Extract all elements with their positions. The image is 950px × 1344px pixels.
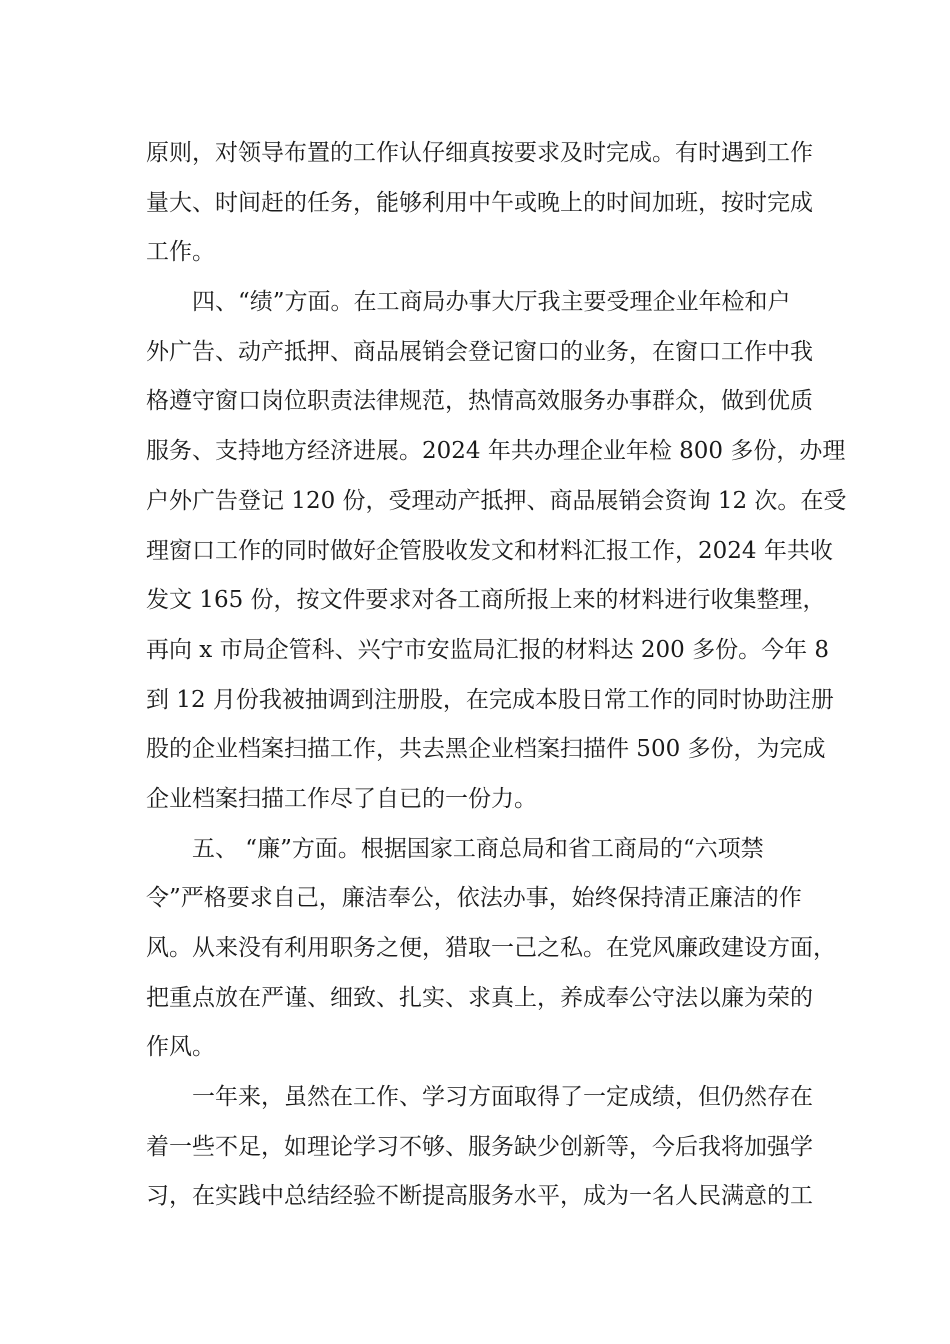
text-line: 作风。 (146, 1034, 215, 1061)
text-line: 服务、支持地方经济进展。2024 年共办理企业年检 800 多份，办理 (146, 438, 846, 465)
text-line: 发文 165 份，按文件要求对各工商所报上来的材料进行收集整理， (146, 587, 826, 614)
text-line: 令”严格要求自己，廉洁奉公，依法办事，始终保持清正廉洁的作 (146, 885, 802, 912)
body-text (146, 129, 847, 1222)
text-line: 外广告、动产抵押、商品展销会登记窗口的业务，在窗口工作中我 (146, 338, 813, 365)
text-line: 四、“绩”方面。在工商局办事大厅我主要受理企业年检和户 (192, 289, 791, 316)
text-line: 企业档案扫描工作尽了自已的一份力。 (146, 785, 537, 812)
text-line: 一年来，虽然在工作、学习方面取得了一定成绩，但仍然存在 (192, 1084, 813, 1111)
text-line: 原则，对领导布置的工作认仔细真按要求及时完成。有时遇到工作 (146, 140, 813, 166)
text-line: 把重点放在严谨、细致、扎实、求真上，养成奉公守法以廉为荣的 (146, 984, 813, 1011)
text-line: 习，在实践中总结经验不断提高服务水平，成为一名人民满意的工 (146, 1183, 813, 1210)
text-line: 理窗口工作的同时做好企管股收发文和材料汇报工作，2024 年共收 (146, 537, 833, 564)
text-line: 股的企业档案扫描工作，共去黑企业档案扫描件 500 多份，为完成 (146, 736, 826, 763)
text-line: 风。从来没有利用职务之便，猎取一己之私。在党风廉政建设方面， (146, 935, 836, 961)
text-line: 五、 “廉”方面。根据国家工商总局和省工商局的“六项禁 (192, 835, 764, 862)
text-line: 户外广告登记 120 份，受理动产抵押、商品展销会资询 12 次。在受 (146, 487, 847, 514)
text-line: 格遵守窗口岗位职责法律规范，热情高效服务办事群众，做到优质 (146, 388, 813, 415)
text-line: 工作。 (146, 239, 215, 266)
text-line: 到 12 月份我被抽调到注册股，在完成本股日常工作的同时协助注册 (146, 686, 834, 713)
text-line: 着一些不足，如理论学习不够、服务缺少创新等，今后我将加强学 (146, 1133, 813, 1160)
text-line: 量大、时间赶的任务，能够利用中午或晚上的时间加班，按时完成 (146, 189, 813, 216)
text-line: 再向 x 市局企管科、兴宁市安监局汇报的材料达 200 多份。今年 8 (146, 636, 830, 663)
